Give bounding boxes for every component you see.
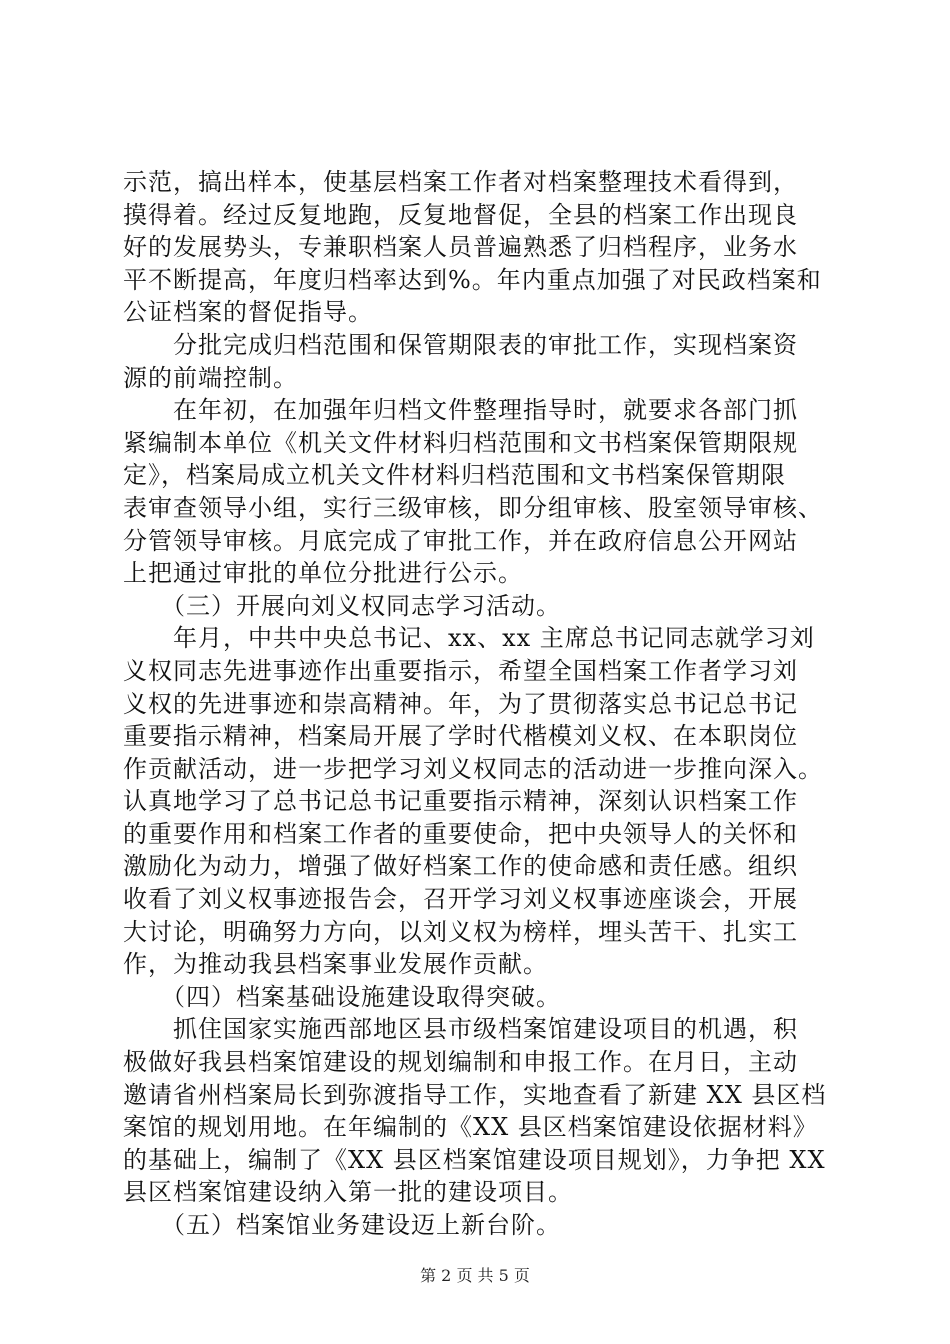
text-line: 公证档案的督促指导。 xyxy=(123,298,373,327)
text-line: 县区档案馆建设纳入第一批的建设项目。 xyxy=(123,1178,573,1207)
text-line: 表审查领导小组，实行三级审核，即分组审核、股室领导审核、 xyxy=(123,493,823,522)
text-line: 年月，中共中央总书记、xx、xx 主席总书记同志就学习刘 xyxy=(123,624,815,653)
text-line: 义权的先进事迹和崇高精神。年，为了贯彻落实总书记总书记 xyxy=(123,689,798,718)
text-line: 定》，档案局成立机关文件材料归档范围和文书档案保管期限 xyxy=(123,461,786,490)
section-heading: （四）档案基础设施建设取得突破。 xyxy=(123,982,561,1011)
text-line: 重要指示精神，档案局开展了学时代楷模刘义权、在本职岗位 xyxy=(123,722,798,751)
text-line: 上把通过审批的单位分批进行公示。 xyxy=(123,559,523,588)
text-line: 好的发展势头，专兼职档案人员普遍熟悉了归档程序，业务水 xyxy=(123,233,798,262)
text-line: 极做好我县档案馆建设的规划编制和申报工作。在月日，主动 xyxy=(123,1048,798,1077)
text-line: 分管领导审核。月底完成了审批工作，并在政府信息公开网站 xyxy=(123,526,798,555)
text-line: 案馆的规划用地。在年编制的《XX 县区档案馆建设依据材料》 xyxy=(123,1113,818,1142)
text-line: 在年初，在加强年归档文件整理指导时，就要求各部门抓 xyxy=(123,396,798,425)
text-line: 作贡献活动，进一步把学习刘义权同志的活动进一步推向深入。 xyxy=(123,754,823,783)
text-line: 大讨论，明确努力方向，以刘义权为榜样，埋头苦干、扎实工 xyxy=(123,917,798,946)
text-line: 摸得着。经过反复地跑，反复地督促，全县的档案工作出现良 xyxy=(123,200,798,229)
section-heading: （五）档案馆业务建设迈上新台阶。 xyxy=(123,1211,561,1239)
text-line: 示范，搞出样本，使基层档案工作者对档案整理技术看得到， xyxy=(123,168,798,196)
text-line: 的重要作用和档案工作者的重要使命，把中央领导人的关怀和 xyxy=(123,819,798,848)
document-body xyxy=(123,166,835,1242)
text-line: 激励化为动力，增强了做好档案工作的使命感和责任感。组织 xyxy=(123,852,798,881)
text-line: 平不断提高，年度归档率达到%。年内重点加强了对民政档案和 xyxy=(123,265,822,294)
text-line: 源的前端控制。 xyxy=(123,363,298,392)
text-line: 作，为推动我县档案事业发展作贡献。 xyxy=(123,950,548,979)
text-line: 的基础上，编制了《XX 县区档案馆建设项目规划》，力争把 XX xyxy=(123,1145,826,1174)
text-line: 收看了刘义权事迹报告会，召开学习刘义权事迹座谈会，开展 xyxy=(123,885,798,914)
text-line: 抓住国家实施西部地区县市级档案馆建设项目的机遇，积 xyxy=(123,1015,798,1044)
text-line: 认真地学习了总书记总书记重要指示精神，深刻认识档案工作 xyxy=(123,787,798,816)
body-text xyxy=(123,166,835,1242)
section-heading: （三）开展向刘义权同志学习活动。 xyxy=(123,591,561,620)
text-line: 义权同志先进事迹作出重要指示，希望全国档案工作者学习刘 xyxy=(123,656,798,685)
text-line: 紧编制本单位《机关文件材料归档范围和文书档案保管期限规 xyxy=(123,428,798,457)
page-number-footer: 第 2 页 共 5 页 xyxy=(420,1266,530,1285)
text-line: 邀请省州档案局长到弥渡指导工作，实地查看了新建 XX 县区档 xyxy=(123,1080,827,1109)
text-line: 分批完成归档范围和保管期限表的审批工作，实现档案资 xyxy=(123,330,798,359)
